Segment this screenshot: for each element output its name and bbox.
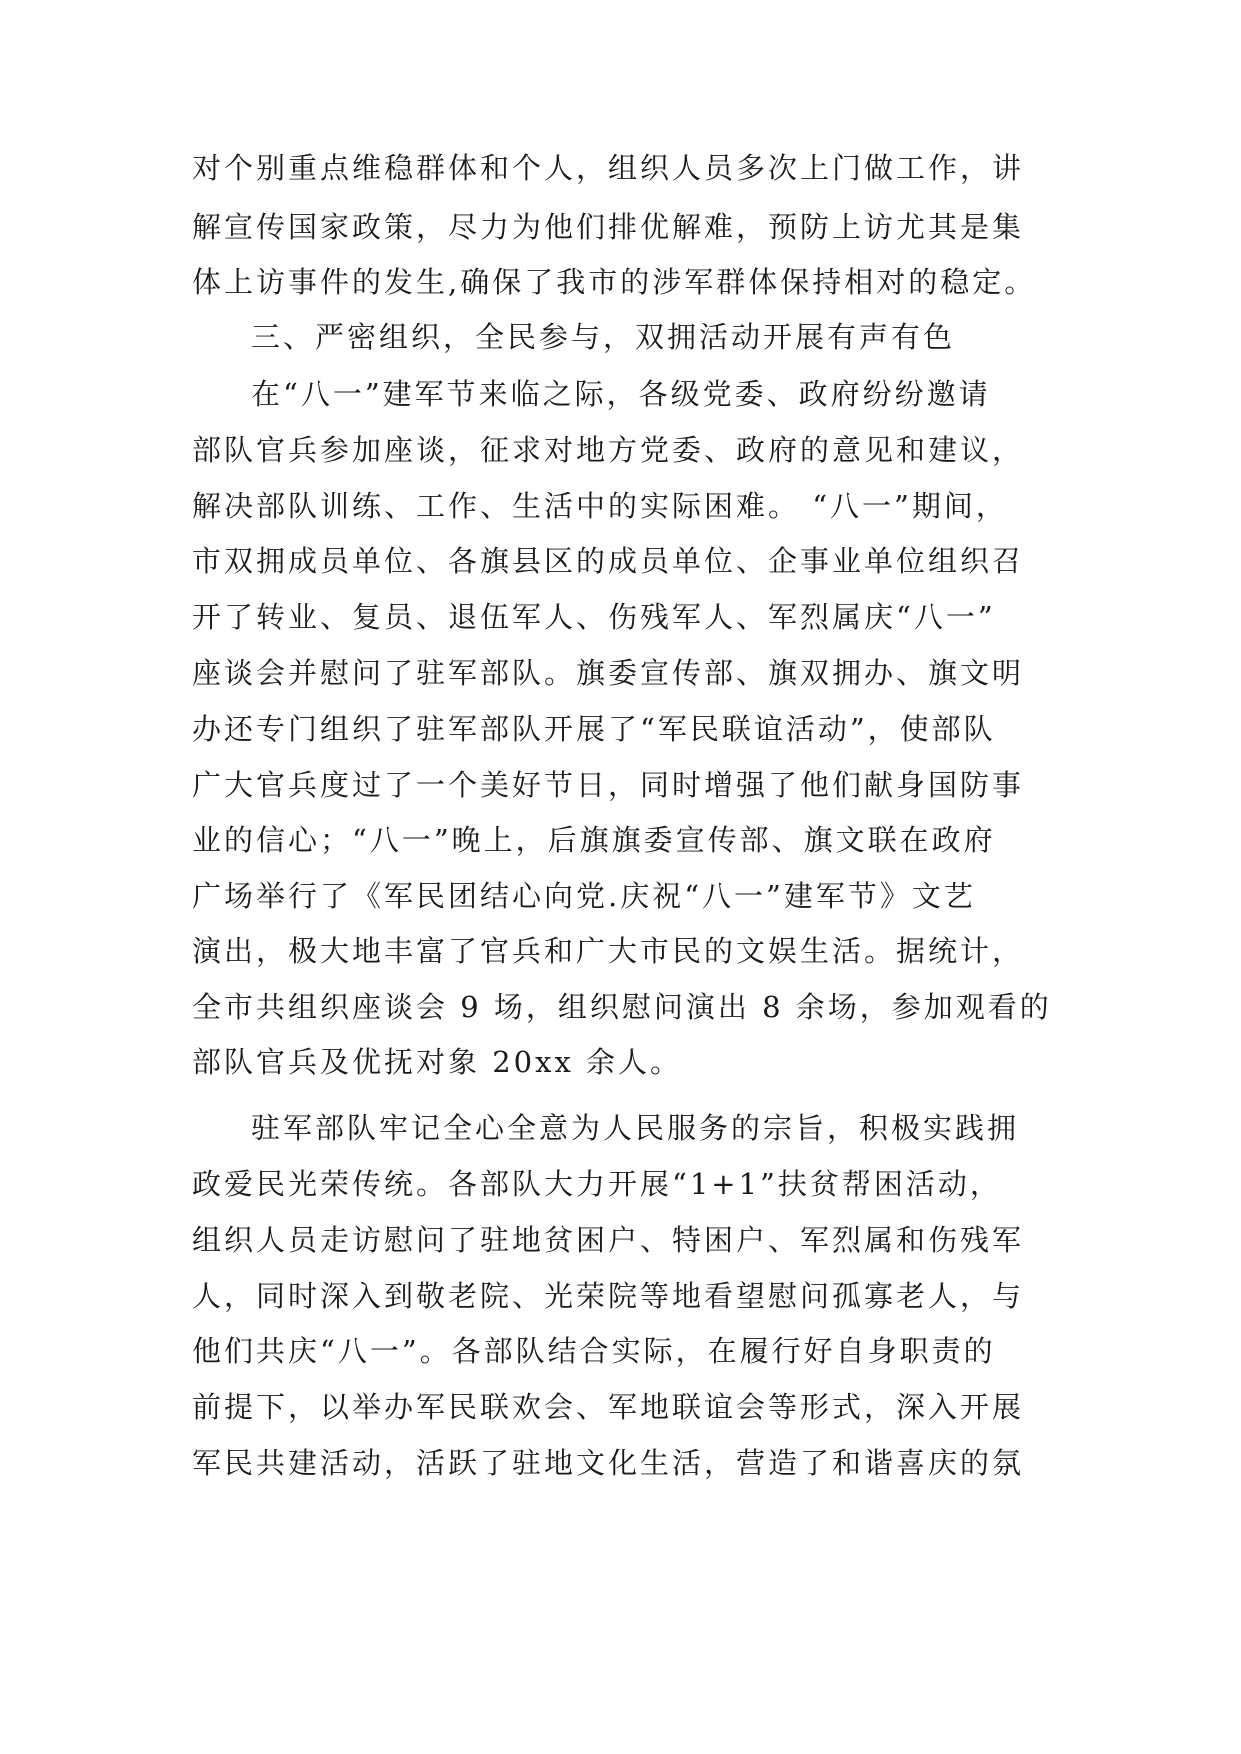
- paragraph-line: 在“八一”建军节来临之际，各级党委、政府纷纷邀请: [251, 377, 991, 411]
- paragraph-line: 政爱民光荣传统。各部队大力开展“1+1”扶贫帮困活动，: [192, 1167, 1002, 1201]
- paragraph-line: 开了转业、复员、退伍军人、伤残军人、军烈属庆“八一”: [192, 600, 996, 634]
- paragraph-line: 市双拥成员单位、各旗县区的成员单位、企事业单位组织召: [192, 544, 1025, 578]
- paragraph-line: 演出，极大地丰富了官兵和广大市民的文娱生活。据统计，: [192, 934, 1025, 968]
- paragraph-line: 办还专门组织了驻军部队开展了“军民联谊活动”，使部队: [192, 712, 996, 746]
- paragraph-line: 广大官兵度过了一个美好节日，同时增强了他们献身国防事: [192, 768, 1025, 802]
- paragraph-line: 部队官兵参加座谈，征求对地方党委、政府的意见和建议，: [192, 433, 1025, 467]
- paragraph-line: 对个别重点维稳群体和个人，组织人员多次上门做工作，讲: [192, 151, 1025, 185]
- paragraph-line: 驻军部队牢记全心全意为人民服务的宗旨，积极实践拥: [251, 1111, 1020, 1145]
- paragraph-line: 解宣传国家政策，尽力为他们排优解难，预防上访尤其是集: [192, 210, 1025, 244]
- paragraph-line: 军民共建活动，活跃了驻地文化生活，营造了和谐喜庆的氛: [192, 1446, 1025, 1480]
- paragraph-line: 业的信心；“八一”晚上，后旗旗委宣传部、旗文联在政府: [192, 823, 996, 857]
- paragraph-line: 座谈会并慰问了驻军部队。旗委宣传部、旗双拥办、旗文明: [192, 656, 1025, 690]
- paragraph-line: 前提下，以举办军民联欢会、军地联谊会等形式，深入开展: [192, 1390, 1025, 1424]
- paragraph-line: 他们共庆“八一”。各部队结合实际，在履行好自身职责的: [192, 1334, 996, 1368]
- section-heading: 三、严密组织，全民参与，双拥活动开展有声有色: [251, 320, 956, 354]
- paragraph-line: 体上访事件的发生,确保了我市的涉军群体保持相对的稳定。: [192, 265, 1037, 299]
- paragraph-line: 全市共组织座谈会 9 场，组织慰问演出 8 余场，参加观看的: [192, 990, 1052, 1024]
- paragraph-line: 解决部队训练、工作、生活中的实际困难。 “八一”期间，: [192, 489, 1008, 523]
- paragraph-line: 广场举行了《军民团结心向党.庆祝“八一”建军节》文艺: [192, 879, 976, 913]
- paragraph-line: 部队官兵及优抚对象 20xx 余人。: [192, 1045, 683, 1079]
- paragraph-line: 组织人员走访慰问了驻地贫困户、特困户、军烈属和伤残军: [192, 1223, 1025, 1257]
- paragraph-line: 人，同时深入到敬老院、光荣院等地看望慰问孤寡老人，与: [192, 1279, 1025, 1313]
